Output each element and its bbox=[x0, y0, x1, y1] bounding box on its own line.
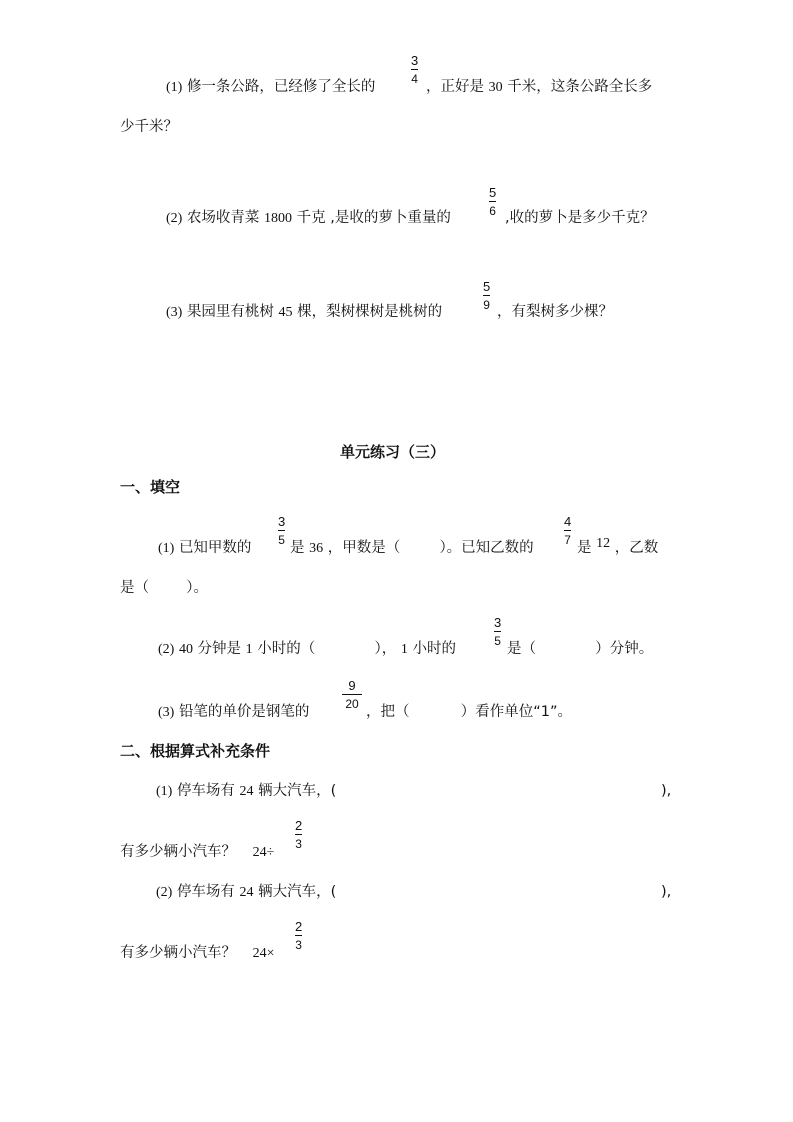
fraction-denominator: 20 bbox=[345, 697, 359, 711]
fraction-numerator: 2 bbox=[295, 818, 303, 833]
fraction-denominator: 5 bbox=[494, 634, 501, 648]
question-text: 分钟是 bbox=[197, 641, 242, 657]
fraction-numerator: 5 bbox=[483, 279, 491, 294]
fraction-numerator: 4 bbox=[564, 514, 572, 529]
question-text: ）。已知乙数的 bbox=[439, 540, 534, 556]
fraction-2-3 bbox=[295, 818, 302, 852]
supplement-q2-close: ), bbox=[661, 884, 672, 900]
answer-blank[interactable] bbox=[365, 882, 655, 902]
question-text: ，乙数 bbox=[614, 540, 659, 556]
question-text: ）看作单位“1”。 bbox=[460, 704, 572, 720]
fraction-2-3-b bbox=[295, 919, 302, 953]
fraction-9-20 bbox=[342, 678, 362, 712]
number-value: 1 bbox=[400, 642, 408, 657]
fraction-numerator: 9 bbox=[348, 678, 356, 693]
question-text: 果园里有桃树 bbox=[186, 304, 274, 320]
question-text: ，有梨树多少棵？ bbox=[497, 304, 613, 320]
fraction-3-5 bbox=[278, 514, 285, 548]
question-text: 停车场有 bbox=[176, 884, 235, 900]
fraction-bar bbox=[278, 530, 285, 531]
question-text: 千米，这条公路全长多 bbox=[507, 79, 653, 95]
number-value: 1 bbox=[245, 642, 253, 657]
fraction-bar bbox=[489, 201, 496, 202]
question-text: 有多少辆小汽车？ bbox=[120, 844, 236, 860]
question-label: (3) bbox=[158, 705, 175, 720]
question-text: 小时的 bbox=[412, 641, 456, 657]
question-text: 已知甲数的 bbox=[178, 540, 252, 556]
number-value: 36 bbox=[309, 541, 324, 556]
fraction-bar bbox=[411, 69, 418, 70]
question-text: 是（ bbox=[120, 580, 149, 596]
question-text: 千克 ,是收的萝卜重量的 bbox=[296, 210, 451, 226]
fill-q2-rest bbox=[507, 639, 653, 659]
question-text: ）分钟。 bbox=[595, 641, 654, 657]
section-heading-fill-blank: 一、填空 bbox=[120, 478, 181, 496]
fraction-bar bbox=[494, 631, 501, 632]
expression: 24÷ bbox=[252, 845, 275, 860]
fill-q3 bbox=[158, 702, 309, 723]
fraction-3-5-b bbox=[494, 615, 501, 649]
section-heading-supplement: 二、根据算式补充条件 bbox=[120, 742, 271, 760]
number-value: 40 bbox=[178, 642, 193, 657]
question-a2-rest bbox=[505, 208, 655, 228]
fraction-bar bbox=[342, 694, 362, 695]
supplement-q2-line1 bbox=[156, 882, 336, 903]
supplement-q2-line2 bbox=[120, 943, 275, 964]
fraction-numerator: 3 bbox=[494, 615, 502, 630]
number-value: 30 bbox=[488, 80, 503, 95]
fraction-bar bbox=[295, 935, 302, 936]
fraction-denominator: 3 bbox=[295, 938, 302, 952]
question-label: (2) bbox=[158, 642, 175, 657]
question-text: 辆大汽车，( bbox=[258, 884, 337, 900]
fill-q2 bbox=[158, 639, 456, 660]
question-label: (2) bbox=[166, 211, 183, 226]
number-value: 45 bbox=[278, 305, 293, 320]
fraction-numerator: 5 bbox=[489, 185, 497, 200]
question-text: ，甲数是（ bbox=[327, 540, 401, 556]
fill-q1-line1-mid bbox=[290, 538, 534, 559]
question-text: 小时的（ bbox=[257, 641, 316, 657]
fill-q1-line1-end bbox=[577, 538, 658, 559]
number-value: 24 bbox=[239, 885, 254, 900]
question-label: (1) bbox=[158, 541, 175, 556]
fraction-denominator: 3 bbox=[295, 837, 302, 851]
fraction-numerator: 3 bbox=[278, 514, 286, 529]
fill-q3-rest bbox=[366, 702, 572, 722]
question-label: (3) bbox=[166, 305, 183, 320]
question-a1-line2 bbox=[120, 117, 178, 137]
answer-blank[interactable] bbox=[365, 781, 655, 801]
question-a1-line1 bbox=[166, 77, 375, 98]
question-text: 辆大汽车，( bbox=[258, 783, 337, 799]
question-text: ,收的萝卜是多少千克？ bbox=[505, 210, 655, 226]
fraction-5-9 bbox=[483, 279, 490, 313]
fraction-denominator: 4 bbox=[411, 72, 418, 86]
supplement-q1-line2 bbox=[120, 842, 274, 863]
question-a3-rest bbox=[497, 302, 613, 322]
question-a2 bbox=[166, 208, 451, 229]
question-label: (1) bbox=[156, 784, 173, 799]
fraction-numerator: 2 bbox=[295, 919, 303, 934]
question-text: 是（ bbox=[507, 641, 536, 657]
fraction-denominator: 5 bbox=[278, 533, 285, 547]
question-text: 有多少辆小汽车？ bbox=[120, 945, 236, 961]
number-value: 24 bbox=[239, 784, 254, 799]
question-text: 是 bbox=[577, 540, 592, 556]
fraction-4-7 bbox=[564, 514, 571, 548]
fraction-denominator: 9 bbox=[483, 298, 490, 312]
question-text: 停车场有 bbox=[176, 783, 235, 799]
question-text: 棵，梨树棵树是桃树的 bbox=[297, 304, 443, 320]
fraction-5-6 bbox=[489, 185, 496, 219]
unit-title: 单元练习（三） bbox=[340, 443, 446, 461]
fraction-bar bbox=[295, 834, 302, 835]
question-text: ）。 bbox=[186, 580, 208, 596]
question-text: 农场收青菜 bbox=[186, 210, 260, 226]
question-text: 修一条公路，已经修了全长的 bbox=[186, 79, 376, 95]
fraction-denominator: 6 bbox=[489, 204, 496, 218]
fill-q1-line2 bbox=[120, 578, 208, 598]
supplement-q1-close: ), bbox=[661, 783, 672, 799]
fraction-numerator: 3 bbox=[411, 53, 419, 68]
question-text: 少千米？ bbox=[120, 119, 178, 135]
supplement-q1-line1 bbox=[156, 781, 336, 802]
fill-q1-line1 bbox=[158, 538, 251, 559]
expression: 24× bbox=[252, 946, 275, 961]
number-value: 1800 bbox=[264, 211, 293, 226]
number-value: 12 bbox=[596, 536, 611, 551]
fraction-bar bbox=[483, 295, 490, 296]
question-text: 是 bbox=[290, 540, 305, 556]
question-a1-line1-rest bbox=[426, 77, 652, 98]
question-label: (2) bbox=[156, 885, 173, 900]
fraction-denominator: 7 bbox=[564, 533, 571, 547]
question-text: ，把（ bbox=[366, 704, 410, 720]
fraction-bar bbox=[564, 530, 571, 531]
question-text: ，正好是 bbox=[426, 79, 484, 95]
fraction-3-4 bbox=[411, 53, 418, 87]
question-a3 bbox=[166, 302, 442, 323]
question-text: ）， bbox=[374, 641, 397, 657]
question-text: 铅笔的单价是钢笔的 bbox=[178, 704, 310, 720]
question-label: (1) bbox=[166, 80, 183, 95]
